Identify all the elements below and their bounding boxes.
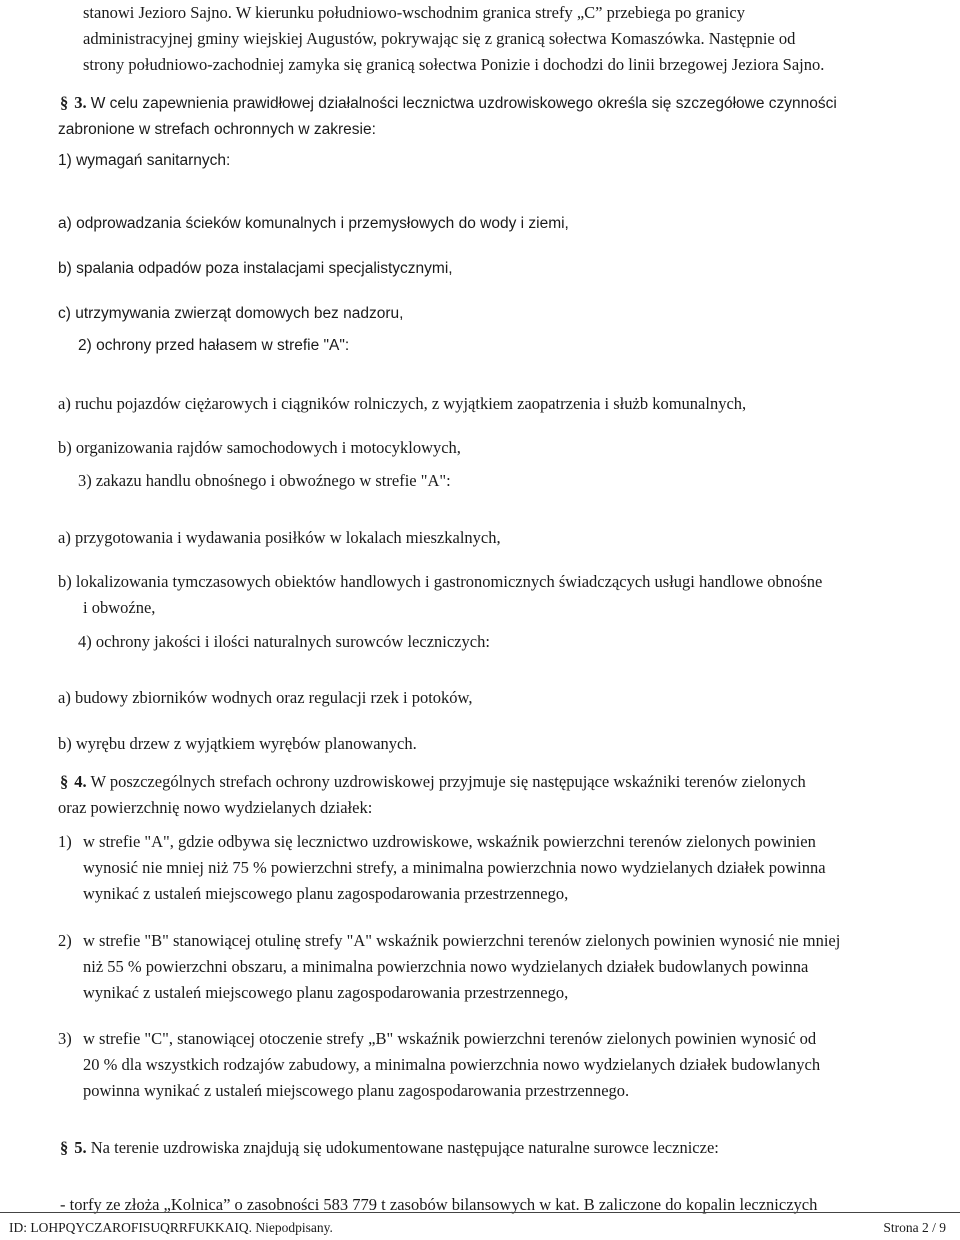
section-number: 4.	[74, 772, 87, 791]
section-4-heading	[60, 769, 806, 794]
section-sign: §	[60, 93, 69, 112]
section-4-item-1-line-1: w strefie "A", gdzie odbywa się lecznictwo uzdrowiskowe, wskaźnik powierzchni terenów zielonych powinien	[83, 832, 816, 851]
section-4-item-2-number: 2)	[58, 931, 72, 950]
section-4-item-2-line-2: niż 55 % powierzchni obszaru, a minimalna powierzchnia nowo wydzielanych działek budowlanych powinna	[83, 957, 809, 976]
section-4-item-3-line-3: powinna wynikać z ustaleń miejscowego planu zagospodarowania przestrzennego.	[83, 1081, 630, 1100]
section-3-item-2a: a) ruchu pojazdów ciężarowych i ciągników rolniczych, z wyjątkiem zaopatrzenia i służb komunalnych,	[58, 394, 747, 413]
section-5-dash-item: - torfy ze złoża „Kolnica” o zasobności 583 779 t zasobów bilansowych w kat. B zaliczone do kopalin leczniczych	[60, 1195, 818, 1214]
section-4-item-3-line-2: 20 % dla wszystkich rodzajów zabudowy, a minimalna powierzchnia nowo wydzielanych działek budowlanych	[83, 1055, 821, 1074]
section-3-line-2: zabronione w strefach ochronnych w zakresie:	[58, 121, 376, 138]
section-5-line-1: Na terenie uzdrowiska znajdują się udokumentowane następujące naturalne surowce lecznicze:	[90, 1138, 719, 1157]
section-number: 3.	[74, 93, 87, 112]
page-number: Strona 2 / 9	[883, 1220, 946, 1235]
section-sign: §	[60, 772, 69, 791]
section-4-item-3-line-1: w strefie "C", stanowiącej otoczenie strefy „B" wskaźnik powierzchni terenów zielonych powinien wynosić od	[83, 1029, 817, 1048]
section-4-item-1-number: 1)	[58, 832, 72, 851]
section-3-item-2: 2) ochrony przed hałasem w strefie "A":	[78, 337, 350, 354]
section-3-heading	[60, 90, 837, 116]
section-3-item-4a: a) budowy zbiorników wodnych oraz regulacji rzek i potoków,	[58, 688, 473, 707]
page-footer	[0, 1212, 960, 1240]
section-4-item-1-line-2: wynosić nie mniej niż 75 % powierzchni strefy, a minimalna powierzchnia nowo wydzielanych działek powinna	[83, 858, 826, 877]
section-4-line-1: W poszczególnych strefach ochrony uzdrowiskowej przyjmuje się następujące wskaźniki terenów zielonych	[90, 772, 806, 791]
section-3-item-4: 4) ochrony jakości i ilości naturalnych surowców leczniczych:	[78, 632, 490, 651]
section-3-item-1: 1) wymagań sanitarnych:	[58, 152, 231, 169]
section-3-item-4b: b) wyrębu drzew z wyjątkiem wyrębów planowanych.	[58, 734, 417, 753]
section-3-item-2b: b) organizowania rajdów samochodowych i motocyklowych,	[58, 438, 461, 457]
section-4-item-3-number: 3)	[58, 1029, 72, 1048]
section-3-item-3: 3) zakazu handlu obnośnego i obwoźnego w strefie "A":	[78, 471, 451, 490]
section-3-item-1c: c) utrzymywania zwierząt domowych bez nadzoru,	[58, 305, 404, 322]
intro-line-2: administracyjnej gminy wiejskiej Augustów, pokrywając się z granicą sołectwa Komaszówka. Następnie od	[83, 29, 796, 48]
section-4-line-2: oraz powierzchnię nowo wydzielanych działek:	[58, 798, 373, 817]
document-id: ID: LOHPQYCZAROFISUQRRFUKKAIQ. Niepodpisany.	[9, 1220, 333, 1235]
section-number: 5.	[74, 1138, 87, 1157]
intro-line-1: stanowi Jezioro Sajno. W kierunku południowo-wschodnim granica strefy „C” przebiega po granicy	[83, 3, 745, 22]
section-3-item-3b-line-1: b) lokalizowania tymczasowych obiektów handlowych i gastronomicznych świadczących usługi handlowe obnośne	[58, 572, 823, 591]
section-3-item-3a: a) przygotowania i wydawania posiłków w lokalach mieszkalnych,	[58, 528, 501, 547]
section-3-item-1a: a) odprowadzania ścieków komunalnych i przemysłowych do wody i ziemi,	[58, 215, 569, 232]
section-4-item-2-line-1: w strefie "B" stanowiącej otulinę strefy "A" wskaźnik powierzchni terenów zielonych powinien wynosić nie mniej	[83, 931, 841, 950]
section-5-heading	[60, 1135, 719, 1160]
section-4-item-2-line-3: wynikać z ustaleń miejscowego planu zagospodarowania przestrzennego,	[83, 983, 569, 1002]
section-4-item-1-line-3: wynikać z ustaleń miejscowego planu zagospodarowania przestrzennego,	[83, 884, 569, 903]
section-3-item-1b: b) spalania odpadów poza instalacjami specjalistycznymi,	[58, 260, 453, 277]
section-sign: §	[60, 1138, 69, 1157]
section-3-line-1: W celu zapewnienia prawidłowej działalności lecznictwa uzdrowiskowego określa się szczegółowe czynności	[90, 95, 837, 112]
intro-line-3: strony południowo-zachodniej zamyka się granicą sołectwa Ponizie i dochodzi do linii brzegowej Jeziora Sajno.	[83, 55, 825, 74]
section-3-item-3b-line-2: i obwoźne,	[83, 598, 156, 617]
